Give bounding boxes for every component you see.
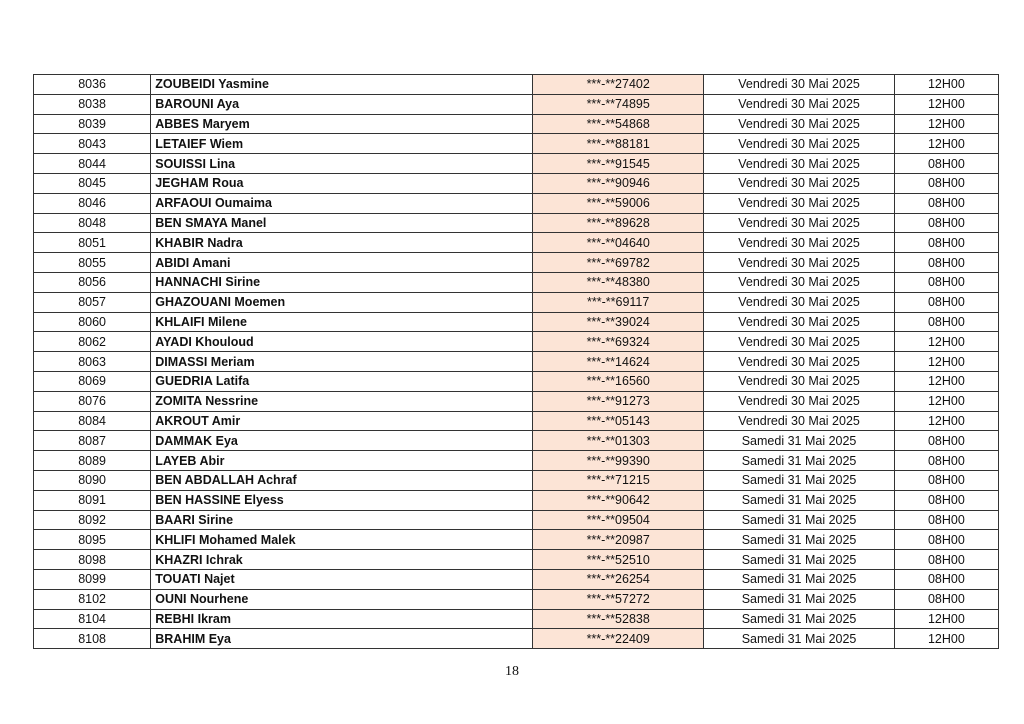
table-row — [34, 154, 999, 174]
masked-id-cell: ***-**16560 — [533, 371, 704, 391]
candidate-name-cell: BEN HASSINE Elyess — [151, 490, 533, 510]
exam-date-cell: Samedi 31 Mai 2025 — [704, 569, 894, 589]
candidate-id-cell: 8062 — [34, 332, 151, 352]
exam-time-cell: 08H00 — [894, 213, 998, 233]
table-row — [34, 451, 999, 471]
candidate-id-cell: 8039 — [34, 114, 151, 134]
masked-id-cell: ***-**05143 — [533, 411, 704, 431]
candidate-id-cell: 8108 — [34, 629, 151, 649]
candidate-id-cell: 8043 — [34, 134, 151, 154]
table-row — [34, 569, 999, 589]
candidate-name-cell: ZOUBEIDI Yasmine — [151, 75, 533, 95]
exam-date-cell: Samedi 31 Mai 2025 — [704, 550, 894, 570]
exam-time-cell: 12H00 — [894, 629, 998, 649]
table-row — [34, 609, 999, 629]
candidate-id-cell: 8076 — [34, 391, 151, 411]
candidate-name-cell: AYADI Khouloud — [151, 332, 533, 352]
masked-id-cell: ***-**57272 — [533, 589, 704, 609]
candidate-name-cell: KHLIFI Mohamed Malek — [151, 530, 533, 550]
masked-id-cell: ***-**89628 — [533, 213, 704, 233]
candidate-id-cell: 8036 — [34, 75, 151, 95]
table-row — [34, 272, 999, 292]
exam-time-cell: 12H00 — [894, 411, 998, 431]
table-row — [34, 312, 999, 332]
table-row — [34, 213, 999, 233]
masked-id-cell: ***-**01303 — [533, 431, 704, 451]
masked-id-cell: ***-**04640 — [533, 233, 704, 253]
candidate-id-cell: 8056 — [34, 272, 151, 292]
table-row — [34, 411, 999, 431]
table-row — [34, 193, 999, 213]
candidate-id-cell: 8057 — [34, 292, 151, 312]
table-row — [34, 332, 999, 352]
exam-date-cell: Vendredi 30 Mai 2025 — [704, 114, 894, 134]
exam-time-cell: 08H00 — [894, 490, 998, 510]
candidate-id-cell: 8098 — [34, 550, 151, 570]
candidate-id-cell: 8102 — [34, 589, 151, 609]
exam-date-cell: Vendredi 30 Mai 2025 — [704, 213, 894, 233]
candidate-name-cell: ARFAOUI Oumaima — [151, 193, 533, 213]
exam-date-cell: Vendredi 30 Mai 2025 — [704, 391, 894, 411]
exam-date-cell: Vendredi 30 Mai 2025 — [704, 253, 894, 273]
table-row — [34, 233, 999, 253]
exam-date-cell: Vendredi 30 Mai 2025 — [704, 312, 894, 332]
exam-time-cell: 12H00 — [894, 114, 998, 134]
candidate-name-cell: ZOMITA Nessrine — [151, 391, 533, 411]
exam-time-cell: 12H00 — [894, 609, 998, 629]
masked-id-cell: ***-**88181 — [533, 134, 704, 154]
exam-date-cell: Samedi 31 Mai 2025 — [704, 431, 894, 451]
masked-id-cell: ***-**59006 — [533, 193, 704, 213]
page-number: 18 — [505, 664, 519, 679]
candidate-id-cell: 8045 — [34, 173, 151, 193]
candidate-name-cell: BAARI Sirine — [151, 510, 533, 530]
exam-time-cell: 12H00 — [894, 75, 998, 95]
candidate-id-cell: 8104 — [34, 609, 151, 629]
masked-id-cell: ***-**99390 — [533, 451, 704, 471]
exam-time-cell: 08H00 — [894, 569, 998, 589]
candidate-name-cell: GHAZOUANI Moemen — [151, 292, 533, 312]
exam-date-cell: Vendredi 30 Mai 2025 — [704, 94, 894, 114]
candidate-name-cell: KHABIR Nadra — [151, 233, 533, 253]
table-row — [34, 253, 999, 273]
exam-date-cell: Samedi 31 Mai 2025 — [704, 451, 894, 471]
exam-time-cell: 08H00 — [894, 589, 998, 609]
candidate-id-cell: 8095 — [34, 530, 151, 550]
candidate-name-cell: JEGHAM Roua — [151, 173, 533, 193]
table-row — [34, 589, 999, 609]
exam-date-cell: Samedi 31 Mai 2025 — [704, 510, 894, 530]
candidate-id-cell: 8060 — [34, 312, 151, 332]
exam-date-cell: Vendredi 30 Mai 2025 — [704, 332, 894, 352]
candidate-name-cell: ABBES Maryem — [151, 114, 533, 134]
candidate-name-cell: REBHI Ikram — [151, 609, 533, 629]
exam-date-cell: Vendredi 30 Mai 2025 — [704, 154, 894, 174]
masked-id-cell: ***-**14624 — [533, 352, 704, 372]
candidate-id-cell: 8090 — [34, 470, 151, 490]
table-row — [34, 292, 999, 312]
masked-id-cell: ***-**09504 — [533, 510, 704, 530]
candidate-id-cell: 8087 — [34, 431, 151, 451]
candidate-id-cell: 8092 — [34, 510, 151, 530]
exam-time-cell: 12H00 — [894, 332, 998, 352]
table-row — [34, 371, 999, 391]
candidate-id-cell: 8044 — [34, 154, 151, 174]
masked-id-cell: ***-**52838 — [533, 609, 704, 629]
masked-id-cell: ***-**48380 — [533, 272, 704, 292]
table-row — [34, 173, 999, 193]
candidate-id-cell: 8089 — [34, 451, 151, 471]
candidate-name-cell: KHLAIFI Milene — [151, 312, 533, 332]
exam-time-cell: 08H00 — [894, 193, 998, 213]
masked-id-cell: ***-**90642 — [533, 490, 704, 510]
candidate-name-cell: BAROUNI Aya — [151, 94, 533, 114]
exam-time-cell: 08H00 — [894, 431, 998, 451]
exam-date-cell: Vendredi 30 Mai 2025 — [704, 352, 894, 372]
candidate-name-cell: HANNACHI Sirine — [151, 272, 533, 292]
table-row — [34, 114, 999, 134]
exam-time-cell: 12H00 — [894, 94, 998, 114]
table-row — [34, 134, 999, 154]
exam-time-cell: 08H00 — [894, 272, 998, 292]
exam-time-cell: 08H00 — [894, 292, 998, 312]
exam-time-cell: 08H00 — [894, 312, 998, 332]
exam-time-cell: 08H00 — [894, 451, 998, 471]
exam-date-cell: Vendredi 30 Mai 2025 — [704, 134, 894, 154]
exam-date-cell: Vendredi 30 Mai 2025 — [704, 292, 894, 312]
table-row — [34, 629, 999, 649]
candidate-name-cell: GUEDRIA Latifa — [151, 371, 533, 391]
candidate-name-cell: BEN SMAYA Manel — [151, 213, 533, 233]
masked-id-cell: ***-**91273 — [533, 391, 704, 411]
candidate-name-cell: AKROUT Amir — [151, 411, 533, 431]
exam-time-cell: 08H00 — [894, 510, 998, 530]
table-row — [34, 94, 999, 114]
exam-date-cell: Samedi 31 Mai 2025 — [704, 470, 894, 490]
exam-time-cell: 12H00 — [894, 134, 998, 154]
exam-time-cell: 12H00 — [894, 391, 998, 411]
exam-date-cell: Vendredi 30 Mai 2025 — [704, 233, 894, 253]
exam-date-cell: Vendredi 30 Mai 2025 — [704, 272, 894, 292]
table-row — [34, 352, 999, 372]
candidate-name-cell: LETAIEF Wiem — [151, 134, 533, 154]
masked-id-cell: ***-**26254 — [533, 569, 704, 589]
table-row — [34, 550, 999, 570]
masked-id-cell: ***-**74895 — [533, 94, 704, 114]
exam-time-cell: 12H00 — [894, 371, 998, 391]
table-row — [34, 530, 999, 550]
masked-id-cell: ***-**69324 — [533, 332, 704, 352]
masked-id-cell: ***-**71215 — [533, 470, 704, 490]
table-row — [34, 431, 999, 451]
candidate-name-cell: DIMASSI Meriam — [151, 352, 533, 372]
exam-time-cell: 08H00 — [894, 550, 998, 570]
table-body — [34, 75, 999, 649]
candidate-name-cell: TOUATI Najet — [151, 569, 533, 589]
candidate-id-cell: 8046 — [34, 193, 151, 213]
masked-id-cell: ***-**54868 — [533, 114, 704, 134]
exam-date-cell: Vendredi 30 Mai 2025 — [704, 411, 894, 431]
exam-time-cell: 08H00 — [894, 530, 998, 550]
table-row — [34, 490, 999, 510]
masked-id-cell: ***-**52510 — [533, 550, 704, 570]
candidate-name-cell: BRAHIM Eya — [151, 629, 533, 649]
exam-date-cell: Vendredi 30 Mai 2025 — [704, 193, 894, 213]
exam-date-cell: Vendredi 30 Mai 2025 — [704, 371, 894, 391]
candidate-name-cell: OUNI Nourhene — [151, 589, 533, 609]
masked-id-cell: ***-**69782 — [533, 253, 704, 273]
candidate-id-cell: 8091 — [34, 490, 151, 510]
exam-time-cell: 08H00 — [894, 154, 998, 174]
exam-time-cell: 12H00 — [894, 352, 998, 372]
exam-time-cell: 08H00 — [894, 470, 998, 490]
candidate-schedule-table — [33, 74, 999, 649]
candidate-id-cell: 8051 — [34, 233, 151, 253]
exam-date-cell: Samedi 31 Mai 2025 — [704, 609, 894, 629]
candidate-name-cell: SOUISSI Lina — [151, 154, 533, 174]
masked-id-cell: ***-**20987 — [533, 530, 704, 550]
candidate-name-cell: BEN ABDALLAH Achraf — [151, 470, 533, 490]
masked-id-cell: ***-**27402 — [533, 75, 704, 95]
exam-date-cell: Samedi 31 Mai 2025 — [704, 589, 894, 609]
masked-id-cell: ***-**91545 — [533, 154, 704, 174]
candidate-id-cell: 8084 — [34, 411, 151, 431]
exam-time-cell: 08H00 — [894, 233, 998, 253]
candidate-id-cell: 8069 — [34, 371, 151, 391]
candidate-id-cell: 8048 — [34, 213, 151, 233]
candidate-id-cell: 8038 — [34, 94, 151, 114]
candidate-name-cell: DAMMAK Eya — [151, 431, 533, 451]
candidate-id-cell: 8063 — [34, 352, 151, 372]
exam-date-cell: Samedi 31 Mai 2025 — [704, 629, 894, 649]
exam-date-cell: Samedi 31 Mai 2025 — [704, 530, 894, 550]
table-row — [34, 510, 999, 530]
masked-id-cell: ***-**22409 — [533, 629, 704, 649]
table-row — [34, 391, 999, 411]
exam-date-cell: Vendredi 30 Mai 2025 — [704, 75, 894, 95]
masked-id-cell: ***-**69117 — [533, 292, 704, 312]
table-row — [34, 470, 999, 490]
candidate-name-cell: LAYEB Abir — [151, 451, 533, 471]
exam-date-cell: Samedi 31 Mai 2025 — [704, 490, 894, 510]
table-row — [34, 75, 999, 95]
candidate-name-cell: ABIDI Amani — [151, 253, 533, 273]
candidate-id-cell: 8099 — [34, 569, 151, 589]
masked-id-cell: ***-**39024 — [533, 312, 704, 332]
candidate-id-cell: 8055 — [34, 253, 151, 273]
exam-date-cell: Vendredi 30 Mai 2025 — [704, 173, 894, 193]
exam-time-cell: 08H00 — [894, 253, 998, 273]
masked-id-cell: ***-**90946 — [533, 173, 704, 193]
exam-time-cell: 08H00 — [894, 173, 998, 193]
candidate-name-cell: KHAZRI Ichrak — [151, 550, 533, 570]
